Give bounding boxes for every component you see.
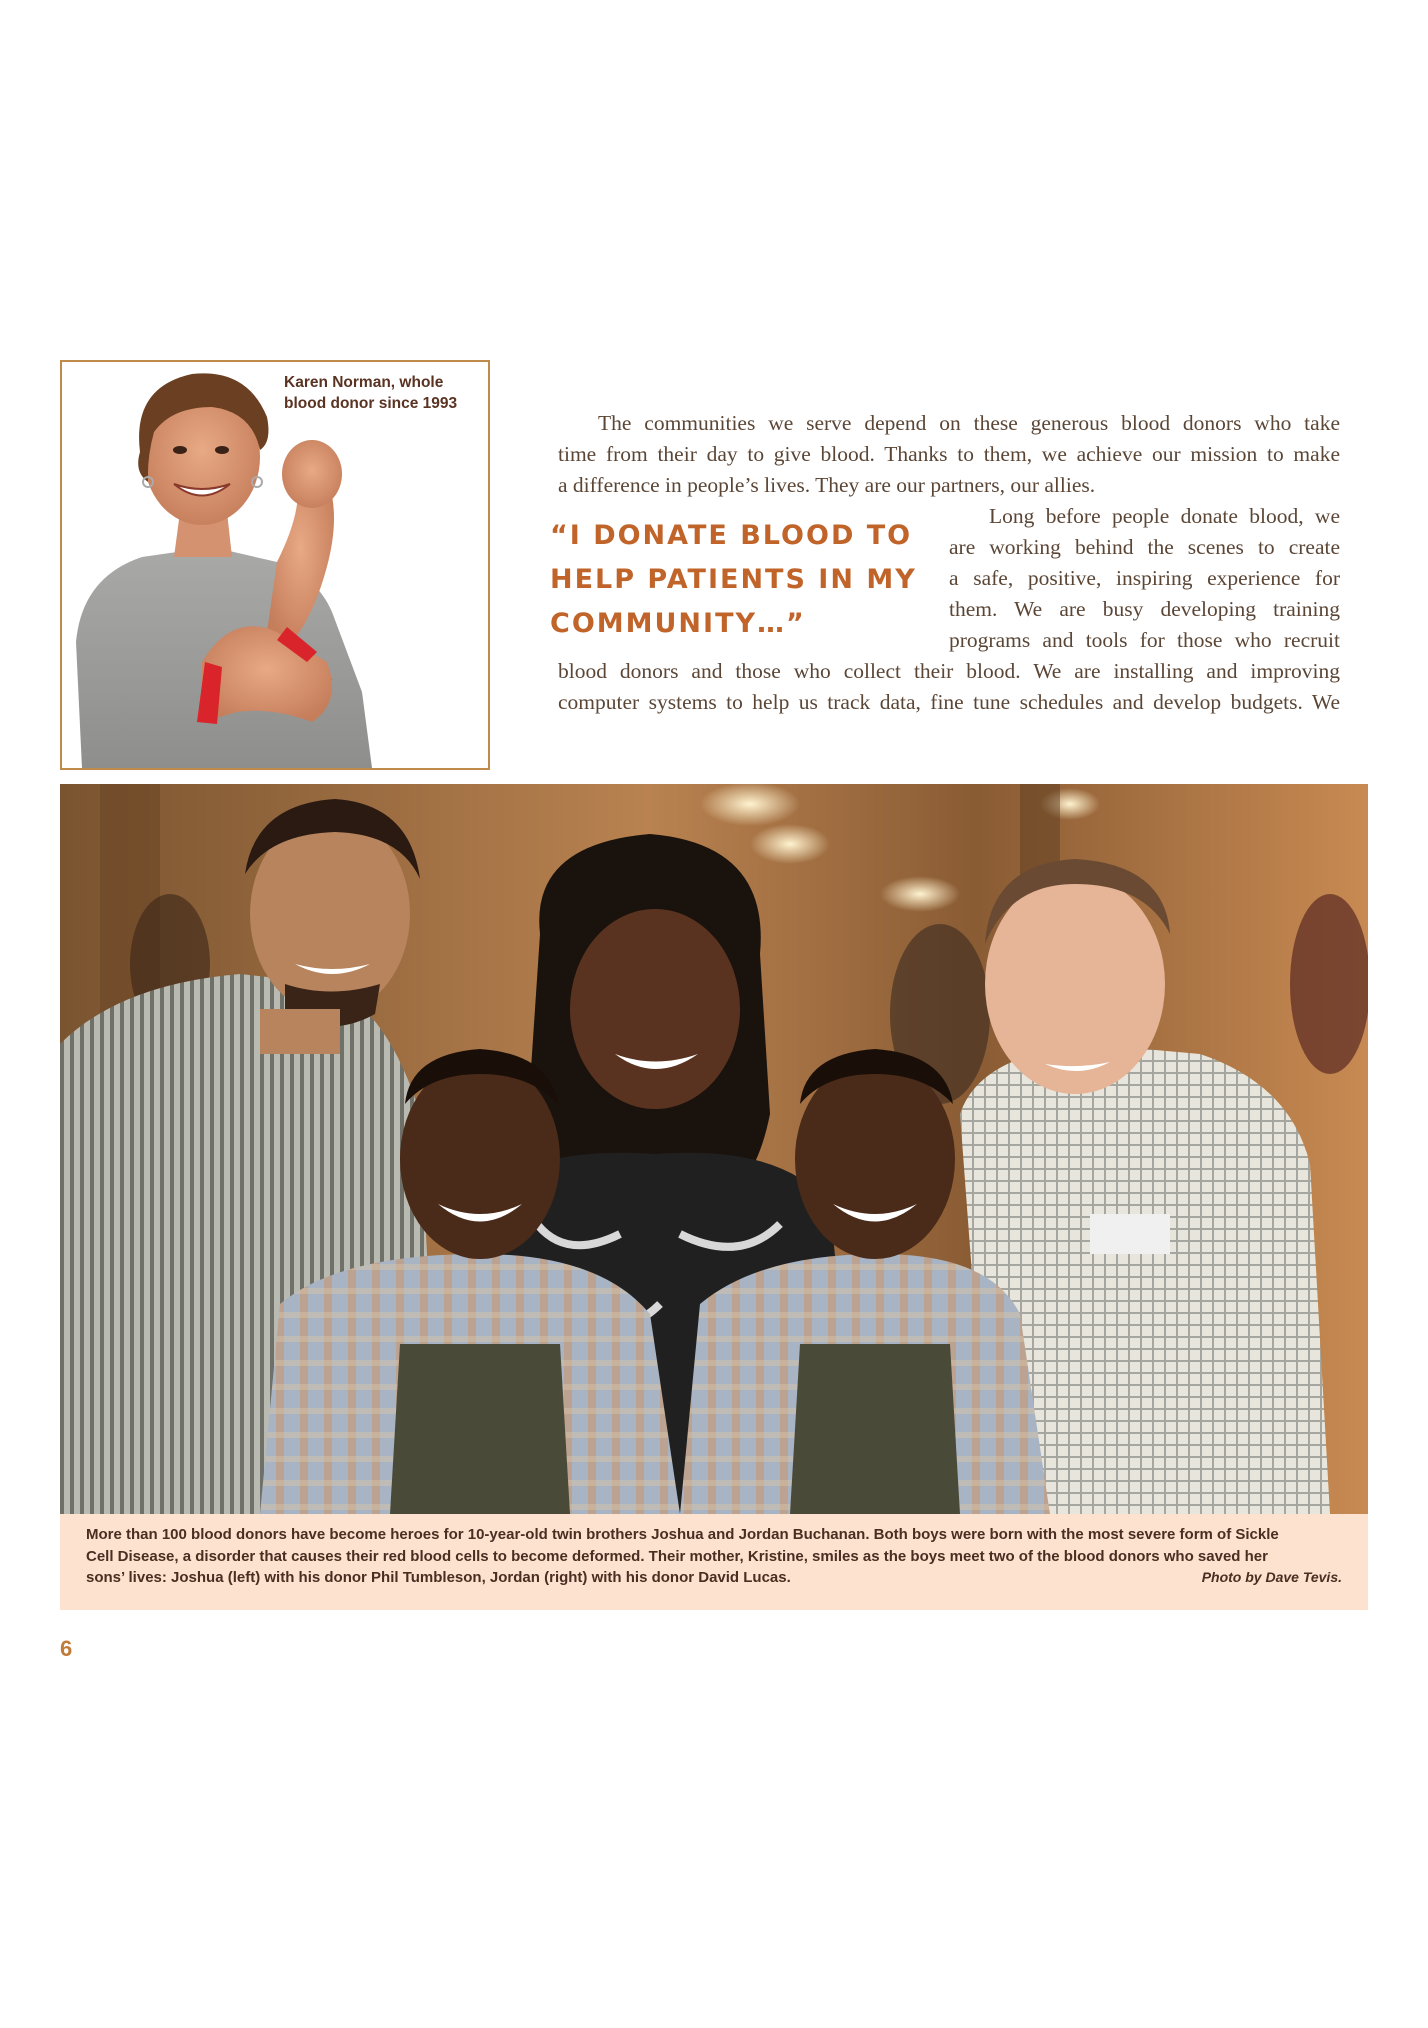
portrait-photo-frame: [60, 360, 490, 770]
group-photo: [60, 784, 1368, 1514]
body-line: Long before people donate blood, we: [989, 504, 1340, 528]
group-photo-image: [60, 784, 1368, 1514]
body-line: a difference in people’s lives. They are our partners, our allies.: [558, 473, 1096, 497]
portrait-photo: [62, 362, 488, 768]
photo-caption: [60, 1514, 1368, 1610]
body-line: are working behind the scenes to create: [949, 535, 1340, 559]
photo-credit: Photo by Dave Tevis.: [1201, 1569, 1342, 1585]
body-line: blood donors and those who collect their blood. We are installing and improving: [558, 659, 1340, 683]
pull-quote-line: COMMUNITY…”: [550, 608, 806, 639]
photo-caption-line: Cell Disease, a disorder that causes their red blood cells to become deformed. Their mother, Kristine, smiles as the boys meet two of the blood donors who saved her: [86, 1547, 1268, 1565]
pull-quote-line: HELP PATIENTS IN MY: [550, 564, 917, 595]
portrait-caption-line: blood donor since 1993: [284, 395, 458, 412]
body-line: programs and tools for those who recruit: [949, 628, 1340, 652]
photo-caption-line: sons’ lives: Joshua (left) with his donor Phil Tumbleson, Jordan (right) with his donor David Lucas.: [86, 1569, 791, 1586]
body-line: a safe, positive, inspiring experience for: [949, 566, 1340, 590]
portrait-caption-line: Karen Norman, whole: [284, 374, 444, 391]
pull-quote-line: “I DONATE BLOOD TO: [550, 520, 913, 551]
portrait-caption: [284, 372, 484, 414]
photo-caption-line: More than 100 blood donors have become heroes for 10-year-old twin brothers Joshua and Jordan Buchanan. Both boys were born with the most severe form of Sickle: [86, 1526, 1279, 1543]
body-line: time from their day to give blood. Thanks to them, we achieve our mission to make: [558, 442, 1340, 466]
body-line: The communities we serve depend on these generous blood donors who take: [598, 411, 1340, 435]
body-line: them. We are busy developing training: [949, 597, 1340, 621]
pull-quote: [550, 514, 920, 646]
page-number: 6: [60, 1636, 73, 1661]
body-line: computer systems to help us track data, fine tune schedules and develop budgets. We: [558, 690, 1340, 714]
